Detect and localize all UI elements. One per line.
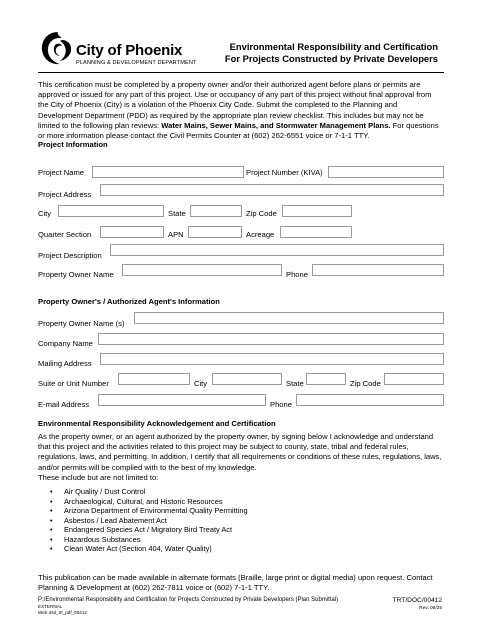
company-name-field[interactable]	[98, 333, 444, 345]
property-owner-name-label: Property Owner Name	[38, 270, 114, 279]
owner-names-label: Property Owner Name (s)	[38, 319, 125, 328]
acknowledgement-text: As the property owner, or an agent authorized by the property owner, by signing below I acknowledge and understand that this project and the activities related to this project may be subject to county, state, tribal and federal rules, regulations, laws, and permitting. In addition, I certify that all requirements or conditions of these rules, regulations, laws, and/or permits will be complied with to the best of my knowledge.	[38, 432, 442, 472]
agent-city-field[interactable]	[212, 373, 282, 385]
acknowledgement-paragraph	[38, 432, 444, 483]
revision-date: Rev. 06/25	[419, 606, 442, 611]
state-field[interactable]	[190, 205, 242, 217]
acknowledgement-heading: Environmental Responsibility Acknowledgement and Certification	[38, 419, 276, 428]
project-address-label: Project Address	[38, 190, 92, 199]
city-name: City of Phoenix	[76, 42, 183, 59]
intro-paragraph	[38, 80, 444, 141]
department-name: PLANNING & DEVELOPMENT DEPARTMENT	[76, 60, 197, 66]
intro-text: This certification must be completed by a property owner and/or their authorized agent before plans or permits are approved or issued for any part of this project. Use or occupancy of any part of this project without final approval from the City of Phoenix (City) is a violation of the Phoenix City Code. Submit the completed to the Planning and Development Department (PDD) as required by the appropriate plan review checklist. This includes but may not be limited to the following plan reviews:	[38, 80, 432, 130]
agent-zip-label: Zip Code	[350, 379, 381, 388]
quarter-section-field[interactable]	[100, 226, 164, 238]
agent-info-heading: Property Owner's / Authorized Agent's Information	[38, 297, 220, 306]
project-name-label: Project Name	[38, 168, 85, 177]
agent-city-label: City	[194, 379, 208, 388]
project-description-label: Project Description	[38, 251, 102, 260]
regulations-list	[50, 487, 248, 554]
company-name-label: Company Name	[38, 339, 93, 348]
property-owner-name-field[interactable]	[122, 264, 282, 276]
intro-plan-reviews: Water Mains, Sewer Mains, and Stormwater Management Plans.	[161, 120, 391, 130]
phoenix-bird-icon	[38, 28, 78, 68]
acreage-label: Acreage	[246, 230, 275, 239]
agent-phone-label: Phone	[270, 400, 292, 409]
project-number-field[interactable]	[328, 166, 444, 178]
list-item: • Archaeological, Cultural, and Historic Resources	[50, 497, 248, 507]
email-field[interactable]	[98, 394, 266, 406]
apn-label: APN	[168, 230, 184, 239]
list-item: • Clean Water Act (Section 404, Water Quality)	[50, 544, 248, 554]
city-label: City	[38, 209, 52, 218]
agent-phone-field[interactable]	[296, 394, 444, 406]
title-line-2: For Projects Constructed by Private Developers	[224, 53, 438, 64]
apn-field[interactable]	[188, 226, 242, 238]
project-info-heading: Project Information	[38, 140, 108, 149]
owner-names-field[interactable]	[134, 312, 444, 324]
agent-zip-field[interactable]	[384, 373, 444, 385]
suite-label: Suite or Unit Number	[38, 379, 109, 388]
acreage-field[interactable]	[280, 226, 352, 238]
email-label: E-mail Address	[38, 400, 90, 409]
file-name: Web dsd_trt_pdf_00412	[38, 610, 87, 615]
agent-state-field[interactable]	[306, 373, 346, 385]
header-divider	[38, 72, 444, 73]
list-item: • Air Quality / Dust Control	[50, 487, 248, 497]
project-description-field[interactable]	[110, 244, 444, 256]
quarter-section-label: Quarter Section	[38, 230, 92, 239]
mailing-address-label: Mailing Address	[38, 359, 92, 368]
agent-state-label: State	[286, 379, 304, 388]
external-label: EXTERNAL	[38, 604, 63, 609]
document-title	[225, 41, 438, 65]
city-field[interactable]	[58, 205, 164, 217]
title-line-1: Environmental Responsibility and Certification	[229, 41, 438, 52]
list-item: • Endangered Species Act / Migratory Bird Treaty Act	[50, 525, 248, 535]
project-address-field[interactable]	[100, 184, 444, 196]
document-code: TRT/DOC/00412	[392, 597, 442, 604]
zip-field[interactable]	[282, 205, 352, 217]
list-item: • Arizona Department of Environmental Quality Permitting	[50, 506, 248, 516]
phone-label: Phone	[286, 270, 308, 279]
list-item: • Asbestos / Lead Abatement Act	[50, 516, 248, 526]
zip-label: Zip Code	[246, 209, 277, 218]
project-name-field[interactable]	[92, 166, 244, 178]
intro-contact: For questions or more information please contact the Civil Permits Counter at (602) 262-6551 voice or 7-1-1 TTY.	[38, 120, 439, 141]
state-label: State	[168, 209, 186, 218]
list-item: • Hazardous Substances	[50, 535, 248, 545]
document-path: P:/Environmental Responsibility and Certification for Projects Constructed by Private Developers (Plan Submittal)	[38, 597, 339, 603]
phone-field[interactable]	[312, 264, 444, 276]
suite-field[interactable]	[118, 373, 190, 385]
mailing-address-field[interactable]	[100, 353, 444, 365]
project-number-label: Project Number (KIVA)	[246, 168, 323, 177]
acknowledgement-list-intro: These include but are not limited to:	[38, 472, 159, 482]
alternate-formats-notice: This publication can be made available in alternate formats (Braille, large print or digital media) upon request. Contact Planning & Development at (602) 262-7811 voice or (602) 7-1-1 TTY.	[38, 573, 433, 593]
